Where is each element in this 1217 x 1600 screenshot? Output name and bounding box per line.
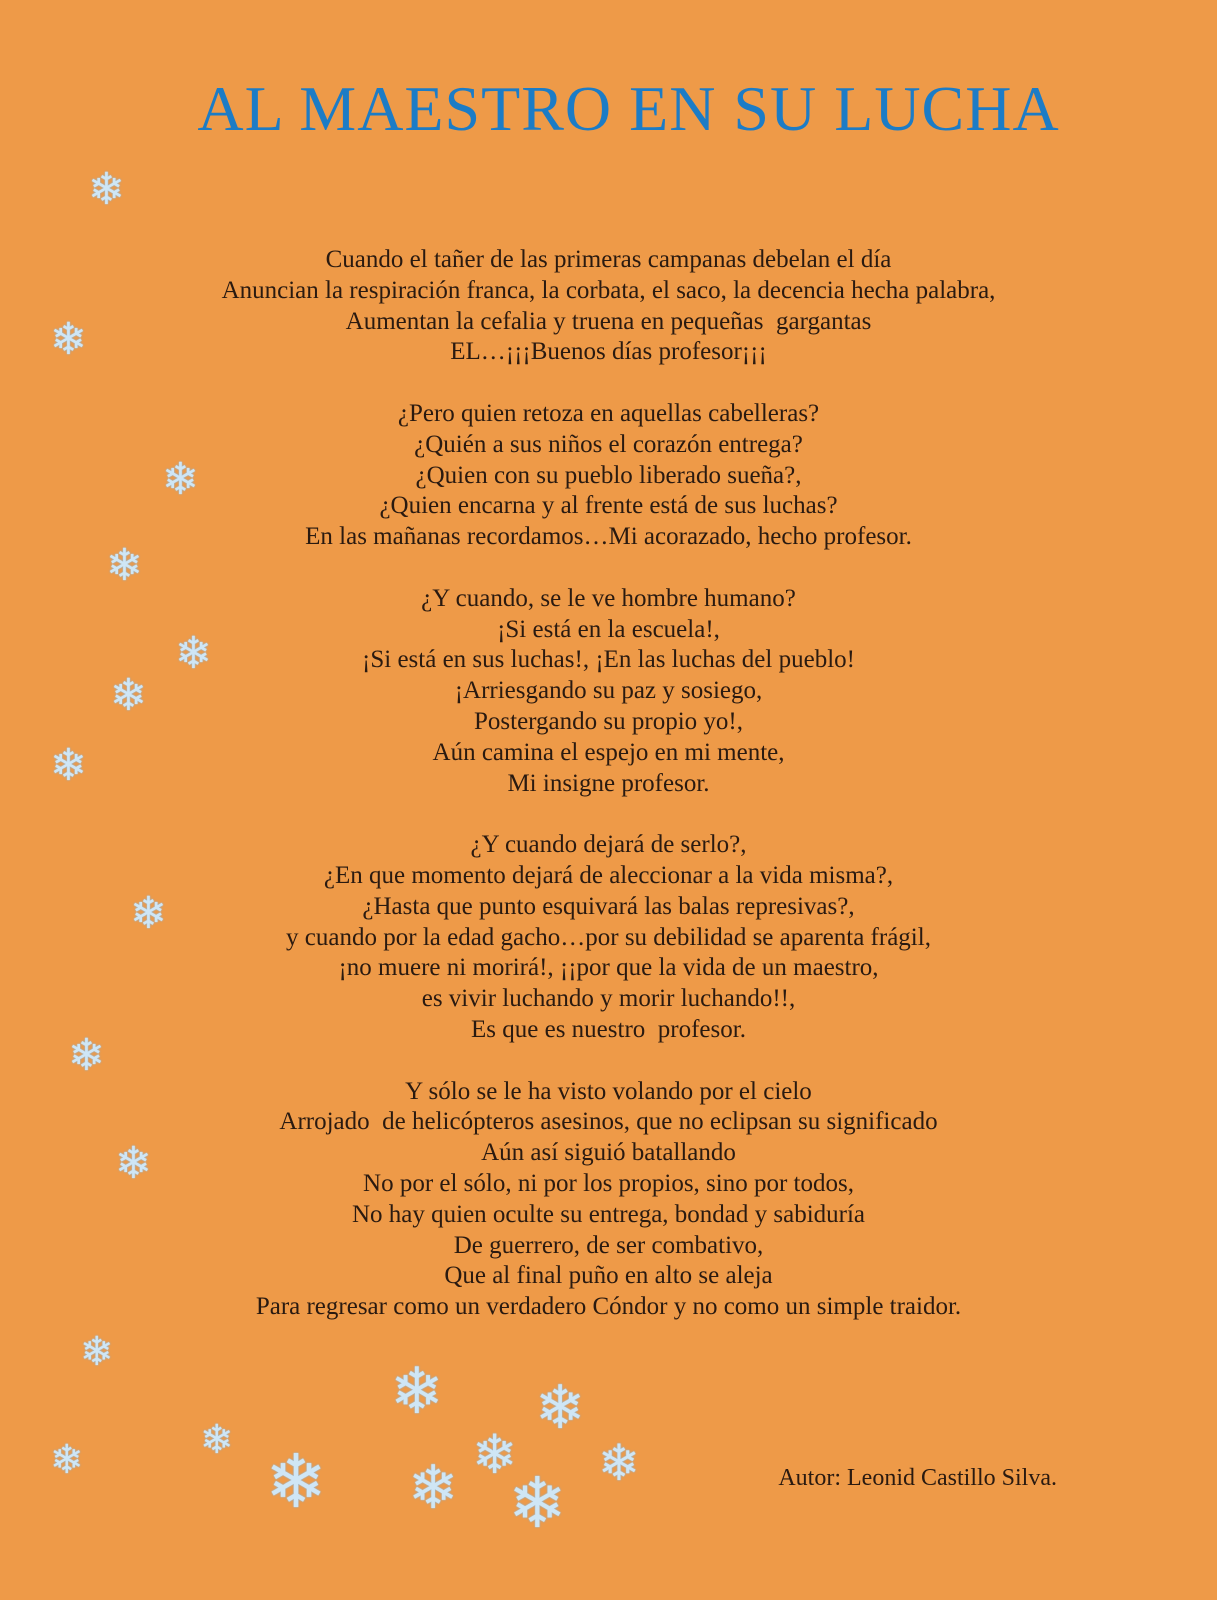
poem-body (0, 245, 1217, 1354)
poem-line: ¡Si está en sus luchas!, ¡En las luchas del pueblo! (362, 646, 855, 674)
snowflake-icon: ❄ (200, 1417, 234, 1462)
poem-line: Mi insigne profesor. (507, 769, 710, 797)
poem-line: ¿Y cuando, se le ve hombre humano? (421, 584, 796, 612)
poem-line: Y sólo se le ha visto volando por el cielo (405, 1077, 812, 1105)
snowflake-icon: ❄ (80, 1329, 114, 1374)
snowflake-icon: ❄ (175, 629, 212, 678)
snowflake-icon: ❄ (88, 165, 125, 214)
poem-line: Arrojado de helicópteros asesinos, que no eclipsan su significado (279, 1108, 938, 1136)
stanza (0, 245, 1217, 368)
snowflake-icon: ❄ (110, 671, 147, 720)
stanza (0, 830, 1217, 1046)
poem-line: ¿Hasta que punto esquivará las balas represivas?, (362, 892, 855, 920)
snowflake-icon: ❄ (508, 1466, 567, 1543)
snowflake-icon: ❄ (472, 1425, 518, 1485)
poem-line: ¿Quien con su pueblo liberado sueña?, (415, 461, 802, 489)
poem-line: ¡Arriesgando su paz y sosiego, (454, 677, 763, 705)
snowflake-icon: ❄ (50, 741, 87, 790)
poem-line: Aumentan la cefalia y truena en pequeñas gargantas (345, 307, 872, 335)
poem-line: es vivir luchando y morir luchando!!, (421, 985, 796, 1013)
snowflake-icon: ❄ (115, 1139, 152, 1188)
poem-line: y cuando por la edad gacho…por su debilidad se aparenta frágil, (286, 923, 931, 951)
snowflake-icon: ❄ (598, 1435, 640, 1491)
snowflake-icon: ❄ (106, 541, 143, 590)
poem-line: ¡Si está en la escuela!, (497, 615, 720, 643)
snowflake-icon: ❄ (535, 1375, 586, 1441)
poem-line: Para regresar como un verdadero Cóndor y no como un simple traidor. (255, 1293, 962, 1321)
snowflake-icon: ❄ (68, 1031, 105, 1080)
poem-line: EL…¡¡¡Buenos días profesor¡¡¡ (450, 338, 767, 366)
poem-line: De guerrero, de ser combativo, (453, 1231, 764, 1259)
poem-line: No por el sólo, ni por los propios, sino por todos, (363, 1169, 854, 1197)
poem-line: Es que es nuestro profesor. (471, 1015, 746, 1043)
snowflake-icon: ❄ (408, 1455, 459, 1521)
poem-line: Aún camina el espejo en mi mente, (432, 738, 785, 766)
poem-line: Anuncian la respiración franca, la corbata, el saco, la decencia hecha palabra, (221, 276, 996, 304)
poem-line: ¿Quien encarna y al frente está de sus luchas? (379, 492, 838, 520)
poem-line: ¡no muere ni morirá!, ¡¡por que la vida de un maestro, (338, 954, 879, 982)
poem-line: ¿En que momento dejará de aleccionar a la vida misma?, (323, 861, 894, 889)
snowflake-icon: ❄ (50, 315, 87, 364)
poem-line: Cuando el tañer de las primeras campanas debelan el día (325, 246, 892, 273)
poem-line: ¿Y cuando dejará de serlo?, (470, 831, 747, 859)
snowflake-icon: ❄ (130, 889, 167, 938)
poem-line: Que al final puño en alto se aleja (444, 1262, 773, 1290)
stanza (0, 584, 1217, 800)
poem-author: Autor: Leonid Castillo Silva. (778, 1465, 1057, 1491)
poem-line: No hay quien oculte su entrega, bondad y sabiduría (351, 1200, 866, 1228)
snowflake-icon: ❄ (265, 1442, 328, 1524)
poem-line: ¿Quién a sus niños el corazón entrega? (414, 430, 803, 458)
poem-line: Postergando su propio yo!, (474, 707, 743, 735)
poem-line: En las mañanas recordamos…Mi acorazado, hecho profesor. (305, 523, 912, 551)
poem-line: Aún así siguió batallando (481, 1139, 736, 1167)
poem-line: ¿Pero quien retoza en aquellas cabelleras? (397, 399, 820, 427)
snowflake-icon: ❄ (390, 1356, 444, 1427)
poem-title: AL MAESTRO EN SU LUCHA (197, 73, 1060, 144)
stanza (0, 1077, 1217, 1323)
snowflake-icon: ❄ (50, 1437, 84, 1482)
snowflake-icon: ❄ (162, 455, 199, 504)
